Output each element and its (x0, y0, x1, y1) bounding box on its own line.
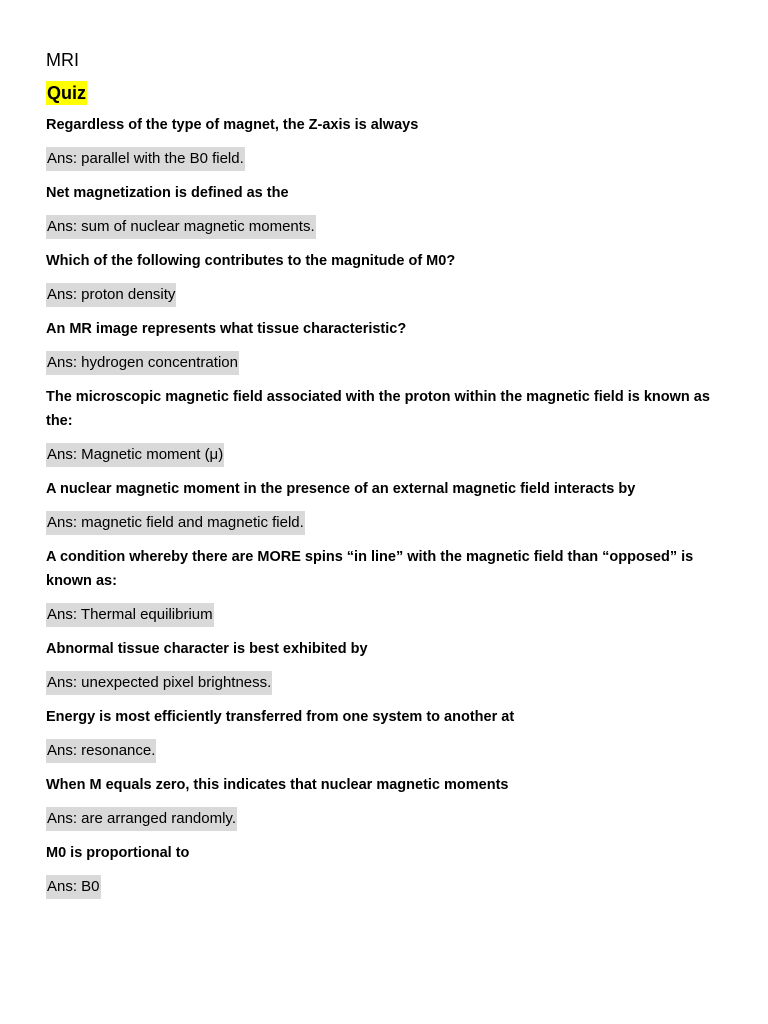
answer-text: Ans: are arranged randomly. (46, 807, 237, 831)
question-text: Regardless of the type of magnet, the Z-axis is always (46, 117, 419, 133)
question-text: A condition whereby there are MORE spins “in line” with the magnetic field than “opposed” is known as: (46, 549, 694, 589)
qa-item (46, 477, 728, 535)
answer-line (46, 351, 728, 375)
answer-line (46, 603, 728, 627)
answer-line (46, 807, 728, 831)
answer-line (46, 215, 728, 239)
qa-list (46, 113, 728, 899)
answer-text: Ans: parallel with the B0 field. (46, 147, 245, 171)
qa-item (46, 841, 728, 899)
question-text: Abnormal tissue character is best exhibited by (46, 641, 368, 657)
question-text: Net magnetization is defined as the (46, 185, 289, 201)
qa-item (46, 113, 728, 171)
answer-line (46, 739, 728, 763)
document-title: MRI (46, 50, 79, 70)
answer-text: Ans: hydrogen concentration (46, 351, 239, 375)
answer-line (46, 443, 728, 467)
question-text: Which of the following contributes to the magnitude of M0? (46, 253, 456, 269)
document-subtitle: Quiz (47, 83, 86, 103)
answer-text: Ans: resonance. (46, 739, 156, 763)
answer-text: Ans: sum of nuclear magnetic moments. (46, 215, 316, 239)
question-text: When M equals zero, this indicates that nuclear magnetic moments (46, 777, 509, 793)
qa-item (46, 773, 728, 831)
answer-text: Ans: Magnetic moment (μ) (46, 443, 224, 467)
answer-text: Ans: unexpected pixel brightness. (46, 671, 272, 695)
qa-item (46, 317, 728, 375)
qa-item (46, 181, 728, 239)
qa-item (46, 705, 728, 763)
question-text: The microscopic magnetic field associated with the proton within the magnetic field is known as the: (46, 389, 710, 429)
answer-text: Ans: proton density (46, 283, 176, 307)
answer-text: Ans: magnetic field and magnetic field. (46, 511, 305, 535)
question-text: M0 is proportional to (46, 845, 190, 861)
qa-item (46, 545, 728, 627)
answer-line (46, 147, 728, 171)
answer-line (46, 283, 728, 307)
question-text: An MR image represents what tissue characteristic? (46, 321, 407, 337)
qa-item (46, 637, 728, 695)
answer-text: Ans: B0 (46, 875, 101, 899)
question-text: A nuclear magnetic moment in the presence of an external magnetic field interacts by (46, 481, 636, 497)
answer-line (46, 511, 728, 535)
answer-line (46, 875, 728, 899)
answer-text: Ans: Thermal equilibrium (46, 603, 214, 627)
qa-item (46, 249, 728, 307)
qa-item (46, 385, 728, 467)
question-text: Energy is most efficiently transferred from one system to another at (46, 709, 515, 725)
answer-line (46, 671, 728, 695)
